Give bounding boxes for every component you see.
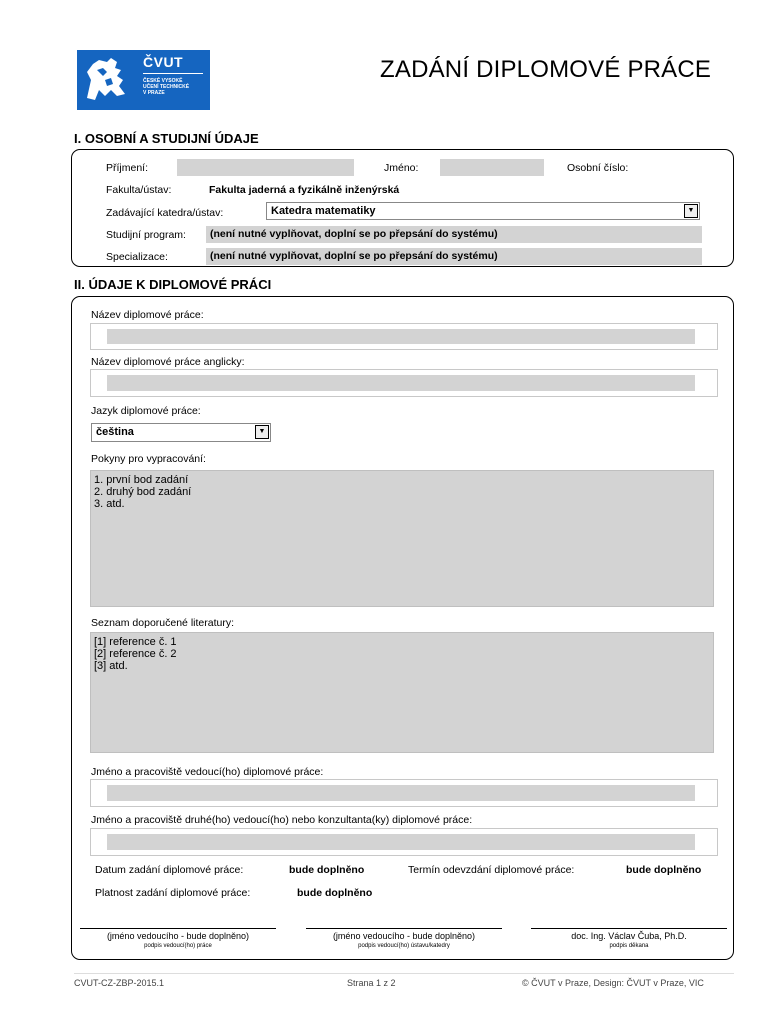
assign-date-value: bude doplněno bbox=[289, 864, 365, 876]
signature-line-1 bbox=[80, 928, 276, 929]
faculty-label: Fakulta/ústav: bbox=[106, 184, 172, 196]
lion-emblem-icon bbox=[77, 50, 139, 110]
instructions-line-2: 2. druhý bod zadání bbox=[94, 486, 192, 498]
logo-line-3: V PRAZE bbox=[143, 90, 165, 96]
instructions-textarea[interactable] bbox=[90, 470, 714, 607]
instructions-line-1: 1. první bod zadání bbox=[94, 474, 189, 486]
footer-copyright: © ČVUT v Praze, Design: ČVUT v Praze, VIC bbox=[522, 978, 704, 988]
supervisor-field[interactable] bbox=[90, 779, 718, 807]
thesis-title-en-label: Název diplomové práce anglicky: bbox=[91, 356, 245, 368]
language-select[interactable] bbox=[91, 423, 271, 442]
instructions-line-3: 3. atd. bbox=[94, 498, 125, 510]
signature-2-role: podpis vedoucí(ho) ústavu/katedry bbox=[358, 943, 450, 949]
name-field[interactable] bbox=[440, 159, 544, 176]
footer-page: Strana 1 z 2 bbox=[347, 978, 396, 988]
footer-code: CVUT-CZ-ZBP-2015.1 bbox=[74, 978, 165, 988]
department-select[interactable] bbox=[266, 202, 700, 220]
literature-label: Seznam doporučené literatury: bbox=[91, 617, 234, 629]
section-2-title: II. ÚDAJE K DIPLOMOVÉ PRÁCI bbox=[74, 277, 272, 292]
supervisor-label: Jméno a pracoviště vedoucí(ho) diplomové práce: bbox=[91, 766, 324, 778]
faculty-value: Fakulta jaderná a fyzikálně inženýrská bbox=[209, 184, 400, 196]
name-label: Jméno: bbox=[384, 162, 419, 174]
signature-line-2 bbox=[306, 928, 502, 929]
literature-textarea[interactable] bbox=[90, 632, 714, 753]
second-supervisor-field[interactable] bbox=[90, 828, 718, 856]
signature-3-role: podpis děkana bbox=[609, 943, 649, 949]
specialization-label: Specializace: bbox=[106, 251, 168, 263]
deadline-label: Termín odevzdání diplomové práce: bbox=[408, 864, 575, 876]
signature-line-3 bbox=[531, 928, 727, 929]
logo-line-1: ČESKÉ VYSOKÉ bbox=[143, 78, 183, 84]
chevron-down-icon[interactable]: ▼ bbox=[684, 204, 698, 218]
literature-line-1: [1] reference č. 1 bbox=[94, 636, 177, 648]
page-title: ZADÁNÍ DIPLOMOVÉ PRÁCE bbox=[380, 56, 712, 83]
program-field[interactable]: (není nutné vyplňovat, doplní se po přepsání do systému) bbox=[206, 226, 702, 243]
signature-2-name: (jméno vedoucího - bude doplněno) bbox=[332, 931, 476, 941]
footer-divider bbox=[74, 973, 734, 974]
signature-1-role: podpis vedoucí(ho) práce bbox=[144, 943, 212, 949]
thesis-title-en-field[interactable] bbox=[90, 369, 718, 397]
department-label: Zadávající katedra/ústav: bbox=[106, 207, 224, 219]
deadline-value: bude doplněno bbox=[626, 864, 702, 876]
literature-line-3: [3] atd. bbox=[94, 660, 128, 672]
surname-label: Příjmení: bbox=[106, 162, 149, 174]
specialization-field[interactable]: (není nutné vyplňovat, doplní se po přepsání do systému) bbox=[206, 248, 702, 265]
logo-line-2: UČENÍ TECHNICKÉ bbox=[143, 84, 190, 90]
literature-line-2: [2] reference č. 2 bbox=[94, 648, 177, 660]
assign-date-label: Datum zadání diplomové práce: bbox=[95, 864, 244, 876]
section-1-title: I. OSOBNÍ A STUDIJNÍ ÚDAJE bbox=[74, 131, 259, 146]
thesis-title-field[interactable] bbox=[90, 323, 718, 350]
instructions-label: Pokyny pro vypracování: bbox=[91, 453, 206, 465]
personal-number-label: Osobní číslo: bbox=[567, 162, 629, 174]
validity-label: Platnost zadání diplomové práce: bbox=[95, 887, 251, 899]
second-supervisor-label: Jméno a pracoviště druhé(ho) vedoucí(ho) nebo konzultanta(ky) diplomové práce: bbox=[91, 814, 473, 826]
signature-3-name: doc. Ing. Václav Čuba, Ph.D. bbox=[571, 931, 687, 941]
language-label: Jazyk diplomové práce: bbox=[91, 405, 201, 417]
chevron-down-icon[interactable]: ▼ bbox=[255, 425, 269, 439]
cvut-logo bbox=[77, 50, 210, 110]
program-label: Studijní program: bbox=[106, 229, 186, 241]
surname-field[interactable] bbox=[177, 159, 354, 176]
thesis-title-label: Název diplomové práce: bbox=[91, 309, 204, 321]
logo-brand: ČVUT bbox=[143, 54, 184, 70]
language-value: čeština bbox=[96, 426, 134, 438]
signature-1-name: (jméno vedoucího - bude doplněno) bbox=[106, 931, 250, 941]
validity-value: bude doplněno bbox=[297, 887, 373, 899]
department-value: Katedra matematiky bbox=[271, 205, 376, 217]
